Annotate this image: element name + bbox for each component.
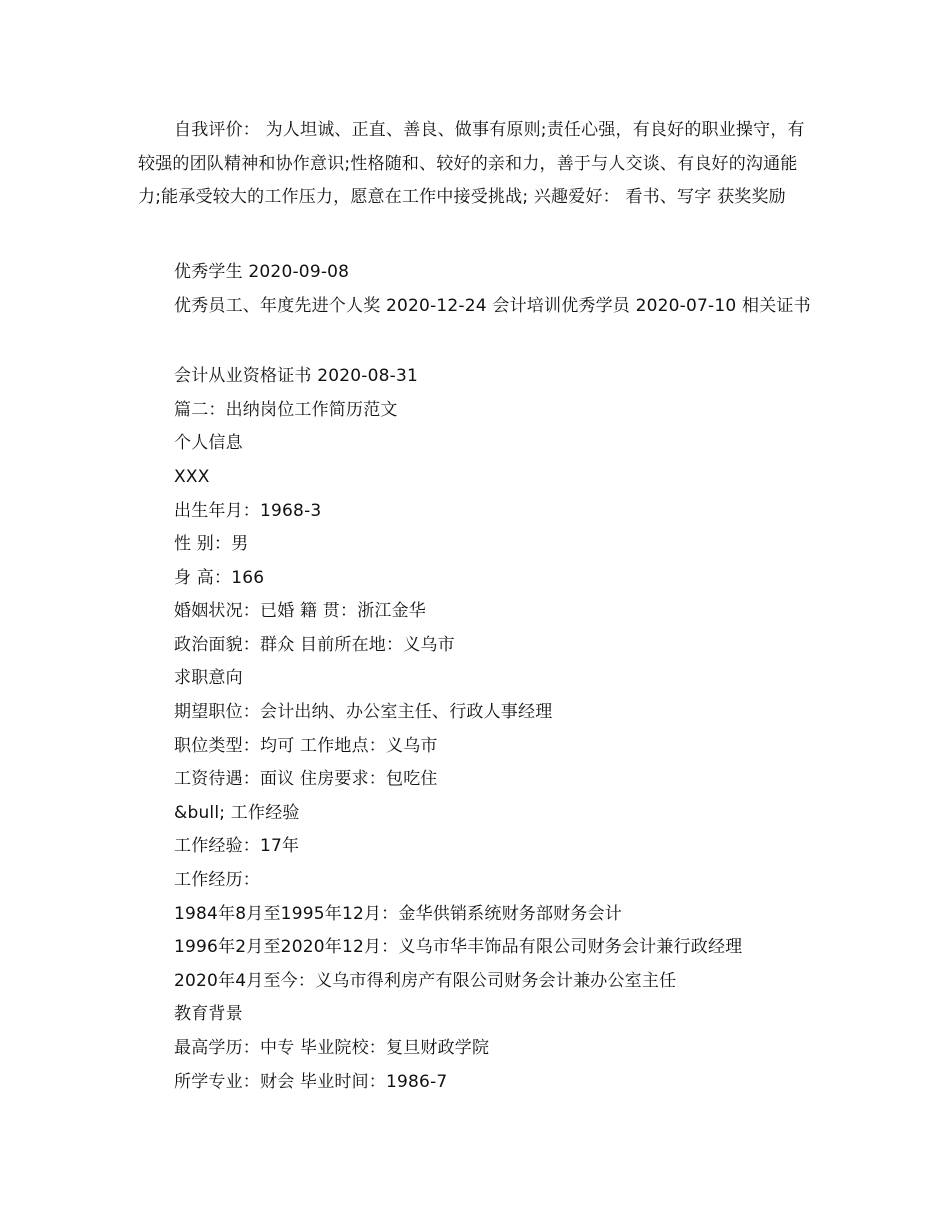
- birth-line: 出生年月：1968-3: [174, 501, 322, 521]
- education-school-line: 最高学历：中专 毕业院校：复旦财政学院: [174, 1038, 490, 1058]
- education-heading: 教育背景: [174, 1004, 243, 1024]
- height-line: 身 高：166: [174, 568, 265, 588]
- job-history-line: 2020年4月至今：义乌市得利房产有限公司财务会计兼办公室主任: [174, 971, 677, 991]
- major-graduation-line: 所学专业：财会 毕业时间：1986-7: [174, 1072, 448, 1092]
- job-intention-heading: 求职意向: [174, 668, 243, 688]
- gender-line: 性 别：男: [174, 534, 249, 554]
- personal-info-heading: 个人信息: [174, 433, 243, 453]
- job-history-line: 1996年2月至2020年12月：义乌市华丰饰品有限公司财务会计兼行政经理: [174, 937, 743, 957]
- work-experience-bullet-line: &bull; 工作经验: [174, 803, 300, 823]
- desired-positions-line: 期望职位：会计出纳、办公室主任、行政人事经理: [174, 702, 553, 722]
- self-evaluation-paragraph: 自我评价： 为人坦诚、正直、善良、做事有原则;责任心强，有良好的职业操守，有较强的团队精神和协作意识;性格随和、较好的亲和力，善于与人交谈、有良好的沟通能力;能承受较大的工作压力，愿意在工作中接受挑战; 兴趣爱好： 看书、写字 获奖奖励: [138, 120, 805, 208]
- job-type-location-line: 职位类型：均可 工作地点：义乌市: [174, 736, 438, 756]
- section-title: 篇二：出纳岗位工作简历范文: [174, 400, 398, 420]
- work-history-heading: 工作经历：: [174, 870, 260, 890]
- experience-years-line: 工作经验：17年: [174, 836, 300, 856]
- award-line: 优秀学生 2020-09-08: [174, 262, 350, 282]
- job-history-line: 1984年8月至1995年12月：金华供销系统财务部财务会计: [174, 904, 622, 924]
- award-paragraph: 优秀员工、年度先进个人奖 2020-12-24 会计培训优秀学员 2020-07-10 相关证书: [174, 296, 811, 316]
- salary-housing-line: 工资待遇：面议 住房要求：包吃住: [174, 769, 438, 789]
- certificate-line: 会计从业资格证书 2020-08-31: [174, 366, 418, 386]
- political-location-line: 政治面貌：群众 目前所在地：义乌市: [174, 635, 455, 655]
- name-line: XXX: [174, 467, 210, 487]
- marital-native-line: 婚姻状况：已婚 籍 贯：浙江金华: [174, 601, 427, 621]
